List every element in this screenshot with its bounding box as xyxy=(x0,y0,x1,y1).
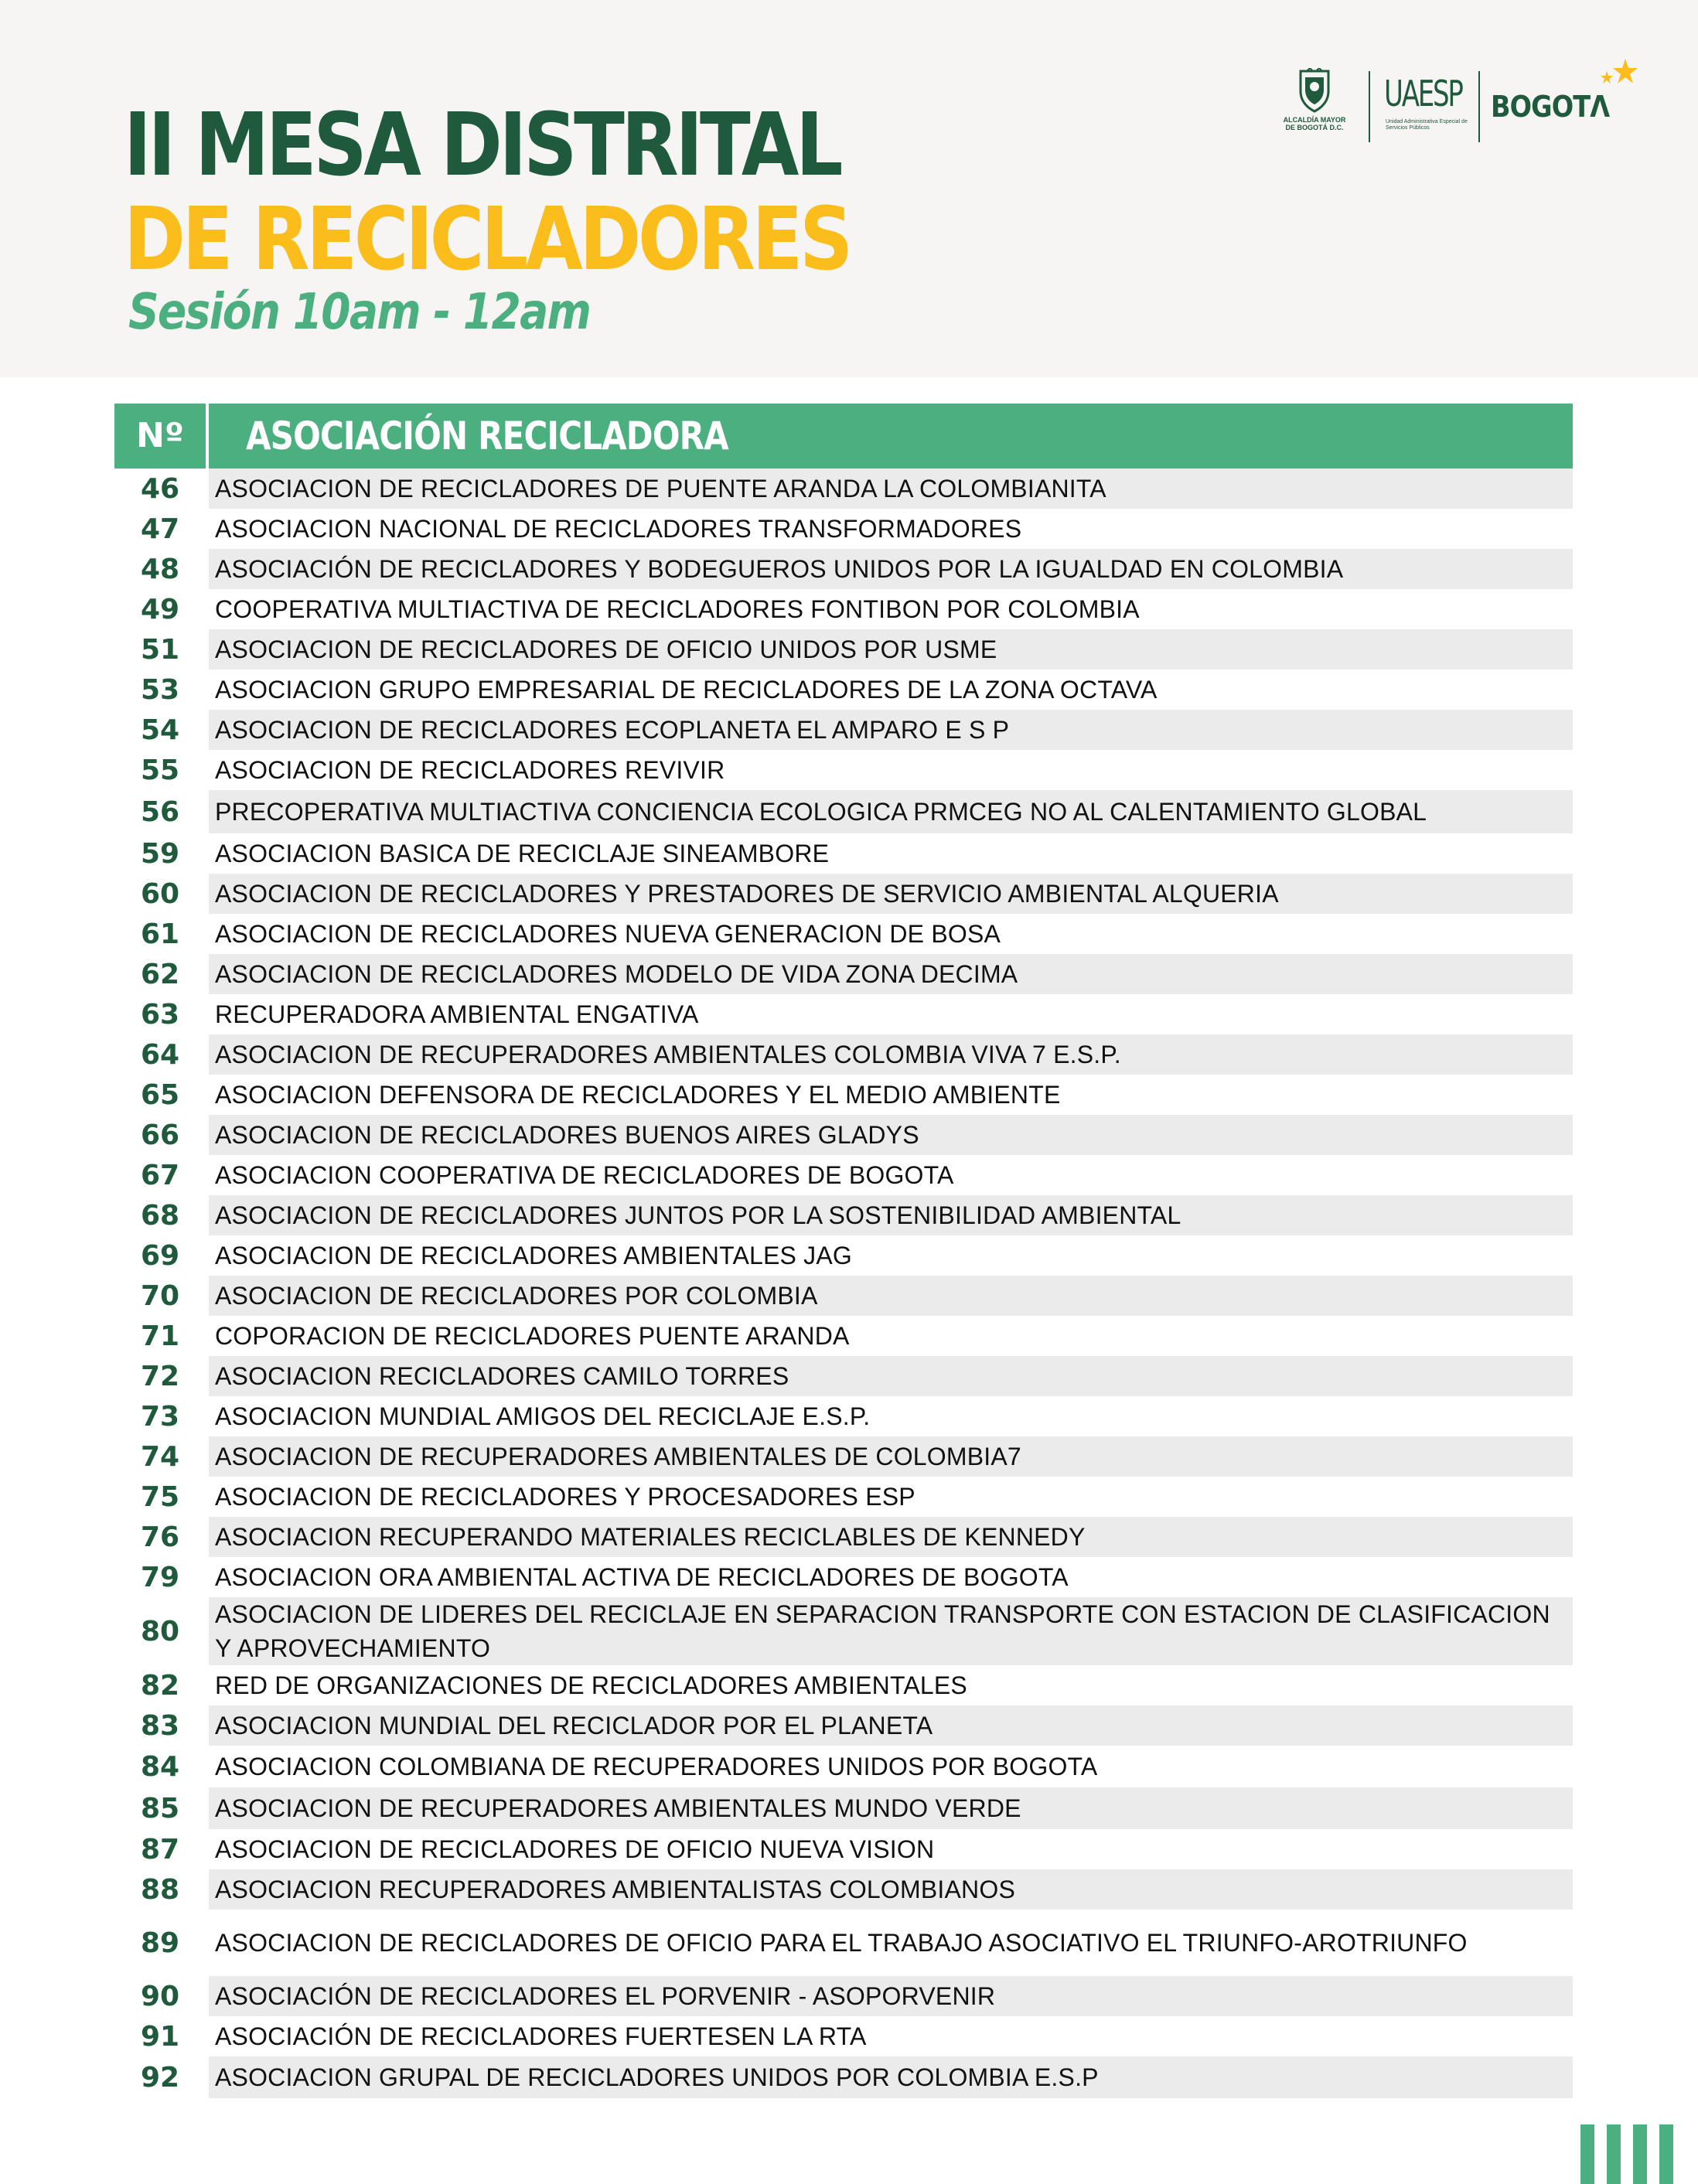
header-divider xyxy=(206,404,209,468)
table-row xyxy=(114,1705,1573,1746)
row-number: 75 xyxy=(114,1477,206,1517)
table-row xyxy=(114,589,1573,629)
association-name: ASOCIACIÓN DE RECICLADORES EL PORVENIR - ASOPORVENIR xyxy=(215,1982,996,2010)
alcaldia-logo xyxy=(1276,68,1353,145)
row-number: 54 xyxy=(114,710,206,750)
row-number: 80 xyxy=(114,1597,206,1665)
table-row xyxy=(114,509,1573,549)
table-row xyxy=(114,629,1573,670)
association-name: ASOCIACION DE RECICLADORES JUNTOS POR LA SOSTENIBILIDAD AMBIENTAL xyxy=(215,1201,1181,1229)
table-row xyxy=(114,1276,1573,1316)
session-subtitle: Sesión 10am - 12am xyxy=(128,284,591,341)
association-name: ASOCIACION RECUPERANDO MATERIALES RECICLABLES DE KENNEDY xyxy=(215,1523,1086,1551)
row-number: 88 xyxy=(114,1869,206,1910)
association-name: ASOCIACION DE RECICLADORES ECOPLANETA EL AMPARO E S P xyxy=(215,716,1010,744)
table-row xyxy=(114,1976,1573,2016)
table-row xyxy=(114,468,1573,509)
row-number: 83 xyxy=(114,1705,206,1746)
association-name: ASOCIACION DE RECICLADORES NUEVA GENERACION DE BOSA xyxy=(215,920,1001,948)
row-number: 62 xyxy=(114,954,206,994)
row-number: 48 xyxy=(114,549,206,589)
table-row xyxy=(114,2056,1573,2098)
table-row xyxy=(114,790,1573,833)
institutional-logos xyxy=(1276,57,1639,150)
bogota-logo xyxy=(1491,57,1638,150)
table-row xyxy=(114,1075,1573,1115)
association-name: ASOCIACION RECUPERADORES AMBIENTALISTAS COLOMBIANOS xyxy=(215,1876,1015,1903)
association-name: ASOCIACION DE RECICLADORES Y PRESTADORES DE SERVICIO AMBIENTAL ALQUERIA xyxy=(215,880,1279,908)
table-row xyxy=(114,1665,1573,1705)
table-row xyxy=(114,549,1573,589)
association-name: ASOCIACION DE RECICLADORES AMBIENTALES JAG xyxy=(215,1242,852,1269)
association-name: ASOCIACION COOPERATIVA DE RECICLADORES DE BOGOTA xyxy=(215,1161,954,1189)
table-row xyxy=(114,1746,1573,1787)
title-line-1: II MESA DISTRITAL xyxy=(124,95,840,196)
row-number: 74 xyxy=(114,1436,206,1477)
table-row xyxy=(114,994,1573,1034)
table-row xyxy=(114,1115,1573,1155)
row-number: 72 xyxy=(114,1356,206,1396)
row-number: 60 xyxy=(114,874,206,914)
row-number: 89 xyxy=(114,1910,206,1976)
row-number: 90 xyxy=(114,1976,206,2016)
association-name: ASOCIACION DE LIDERES DEL RECICLAJE EN SEPARACION TRANSPORTE CON ESTACION DE CLASIFICACION Y APROVECHAMIENTO xyxy=(215,1600,1550,1662)
table-row xyxy=(114,1477,1573,1517)
title-line-2: DE RECICLADORES xyxy=(124,189,851,290)
association-name: ASOCIACION ORA AMBIENTAL ACTIVA DE RECICLADORES DE BOGOTA xyxy=(215,1563,1069,1591)
associations-table xyxy=(114,404,1573,2098)
logo-divider xyxy=(1369,71,1370,142)
association-name: ASOCIACION DE RECICLADORES BUENOS AIRES GLADYS xyxy=(215,1121,919,1149)
association-name: ASOCIACION RECICLADORES CAMILO TORRES xyxy=(215,1362,789,1390)
alcaldia-label: ALCALDÍA MAYOR DE BOGOTÁ D.C. xyxy=(1283,116,1346,131)
row-number: 82 xyxy=(114,1665,206,1705)
row-number: 71 xyxy=(114,1316,206,1356)
table-row xyxy=(114,1597,1573,1665)
association-name: ASOCIACION GRUPAL DE RECICLADORES UNIDOS POR COLOMBIA E.S.P xyxy=(215,2063,1099,2091)
association-name: ASOCIACIÓN DE RECICLADORES Y BODEGUEROS UNIDOS POR LA IGUALDAD EN COLOMBIA xyxy=(215,555,1344,583)
table-row xyxy=(114,833,1573,874)
association-name: ASOCIACION MUNDIAL DEL RECICLADOR POR EL PLANETA xyxy=(215,1712,933,1739)
table-row xyxy=(114,1396,1573,1436)
association-name: ASOCIACION GRUPO EMPRESARIAL DE RECICLADORES DE LA ZONA OCTAVA xyxy=(215,676,1158,704)
column-header-association: ASOCIACIÓN RECICLADORA xyxy=(246,414,728,458)
row-number: 87 xyxy=(114,1829,206,1869)
table-body xyxy=(114,468,1573,2098)
association-name: ASOCIACIÓN DE RECICLADORES FUERTESEN LA RTA xyxy=(215,2022,867,2050)
table-row xyxy=(114,954,1573,994)
association-name: ASOCIACION DE RECICLADORES DE OFICIO UNIDOS POR USME xyxy=(215,635,997,663)
row-number: 68 xyxy=(114,1195,206,1235)
association-name: ASOCIACION DE RECUPERADORES AMBIENTALES MUNDO VERDE xyxy=(215,1794,1021,1822)
table-row xyxy=(114,1829,1573,1869)
table-row xyxy=(114,1436,1573,1477)
association-name: COPORACION DE RECICLADORES PUENTE ARANDA xyxy=(215,1322,850,1350)
row-number: 63 xyxy=(114,994,206,1034)
table-row xyxy=(114,750,1573,790)
association-name: COOPERATIVA MULTIACTIVA DE RECICLADORES FONTIBON POR COLOMBIA xyxy=(215,595,1140,623)
table-row xyxy=(114,1195,1573,1235)
association-name: ASOCIACION DE RECICLADORES REVIVIR xyxy=(215,756,725,784)
row-number: 84 xyxy=(114,1746,206,1787)
row-number: 92 xyxy=(114,2056,206,2098)
row-number: 55 xyxy=(114,750,206,790)
table-row xyxy=(114,1869,1573,1910)
association-name: PRECOPERATIVA MULTIACTIVA CONCIENCIA ECOLOGICA PRMCEG NO AL CALENTAMIENTO GLOBAL xyxy=(215,798,1427,826)
table-row xyxy=(114,914,1573,954)
table-row xyxy=(114,710,1573,750)
association-name: ASOCIACION DEFENSORA DE RECICLADORES Y EL MEDIO AMBIENTE xyxy=(215,1081,1061,1109)
column-header-number: Nº xyxy=(136,416,184,455)
association-name: ASOCIACION NACIONAL DE RECICLADORES TRANSFORMADORES xyxy=(215,515,1022,543)
table-row xyxy=(114,874,1573,914)
row-number: 76 xyxy=(114,1517,206,1557)
row-number: 51 xyxy=(114,629,206,670)
table-row xyxy=(114,1235,1573,1276)
table-header xyxy=(114,404,1573,468)
row-number: 85 xyxy=(114,1787,206,1829)
association-name: ASOCIACION DE RECICLADORES Y PROCESADORES ESP xyxy=(215,1483,915,1511)
bogota-wordmark: BOGOTΛ xyxy=(1491,90,1610,124)
association-name: ASOCIACION BASICA DE RECICLAJE SINEAMBORE xyxy=(215,840,830,867)
page-header xyxy=(0,0,1698,377)
association-name: ASOCIACION COLOMBIANA DE RECUPERADORES UNIDOS POR BOGOTA xyxy=(215,1753,1098,1780)
row-number: 67 xyxy=(114,1155,206,1195)
row-number: 47 xyxy=(114,509,206,549)
row-number: 65 xyxy=(114,1075,206,1115)
row-number: 49 xyxy=(114,589,206,629)
row-number: 59 xyxy=(114,833,206,874)
table-row xyxy=(114,1517,1573,1557)
uaesp-logo xyxy=(1384,74,1469,144)
association-name: ASOCIACION DE RECICLADORES DE OFICIO PARA EL TRABAJO ASOCIATIVO EL TRIUNFO-AROTRIUNFO xyxy=(215,1929,1468,1957)
table-row xyxy=(114,1316,1573,1356)
table-row xyxy=(114,1910,1573,1976)
table-row xyxy=(114,1356,1573,1396)
uaesp-mark: UAESP xyxy=(1384,73,1462,114)
decorative-stripes xyxy=(1580,2124,1673,2184)
association-name: ASOCIACION DE RECICLADORES MODELO DE VIDA ZONA DECIMA xyxy=(215,960,1018,988)
row-number: 73 xyxy=(114,1396,206,1436)
table-row xyxy=(114,2016,1573,2056)
row-number: 79 xyxy=(114,1557,206,1597)
table-row xyxy=(114,1034,1573,1075)
table-row xyxy=(114,1155,1573,1195)
row-number: 69 xyxy=(114,1235,206,1276)
row-number: 91 xyxy=(114,2016,206,2056)
association-name: ASOCIACION DE RECICLADORES DE OFICIO NUEVA VISION xyxy=(215,1835,935,1863)
row-number: 53 xyxy=(114,670,206,710)
association-name: ASOCIACION DE RECICLADORES DE PUENTE ARANDA LA COLOMBIANITA xyxy=(215,475,1106,503)
logo-divider xyxy=(1478,71,1480,142)
row-number: 64 xyxy=(114,1034,206,1075)
coat-of-arms-icon xyxy=(1297,68,1331,114)
table-row xyxy=(114,670,1573,710)
association-name: ASOCIACION DE RECUPERADORES AMBIENTALES DE COLOMBIA7 xyxy=(215,1443,1021,1470)
association-name: RED DE ORGANIZACIONES DE RECICLADORES AMBIENTALES xyxy=(215,1671,967,1699)
row-number: 56 xyxy=(114,790,206,833)
row-number: 61 xyxy=(114,914,206,954)
association-name: ASOCIACION DE RECUPERADORES AMBIENTALES COLOMBIA VIVA 7 E.S.P. xyxy=(215,1041,1121,1068)
uaesp-subtitle: Unidad Administrativa Especial de Servicios Públicos xyxy=(1386,119,1468,131)
row-number: 66 xyxy=(114,1115,206,1155)
row-number: 70 xyxy=(114,1276,206,1316)
table-row xyxy=(114,1557,1573,1597)
association-name: ASOCIACION DE RECICLADORES POR COLOMBIA xyxy=(215,1282,818,1310)
table-row xyxy=(114,1787,1573,1829)
association-name: ASOCIACION MUNDIAL AMIGOS DEL RECICLAJE E.S.P. xyxy=(215,1402,871,1430)
association-name: RECUPERADORA AMBIENTAL ENGATIVA xyxy=(215,1000,699,1028)
row-number: 46 xyxy=(114,468,206,509)
